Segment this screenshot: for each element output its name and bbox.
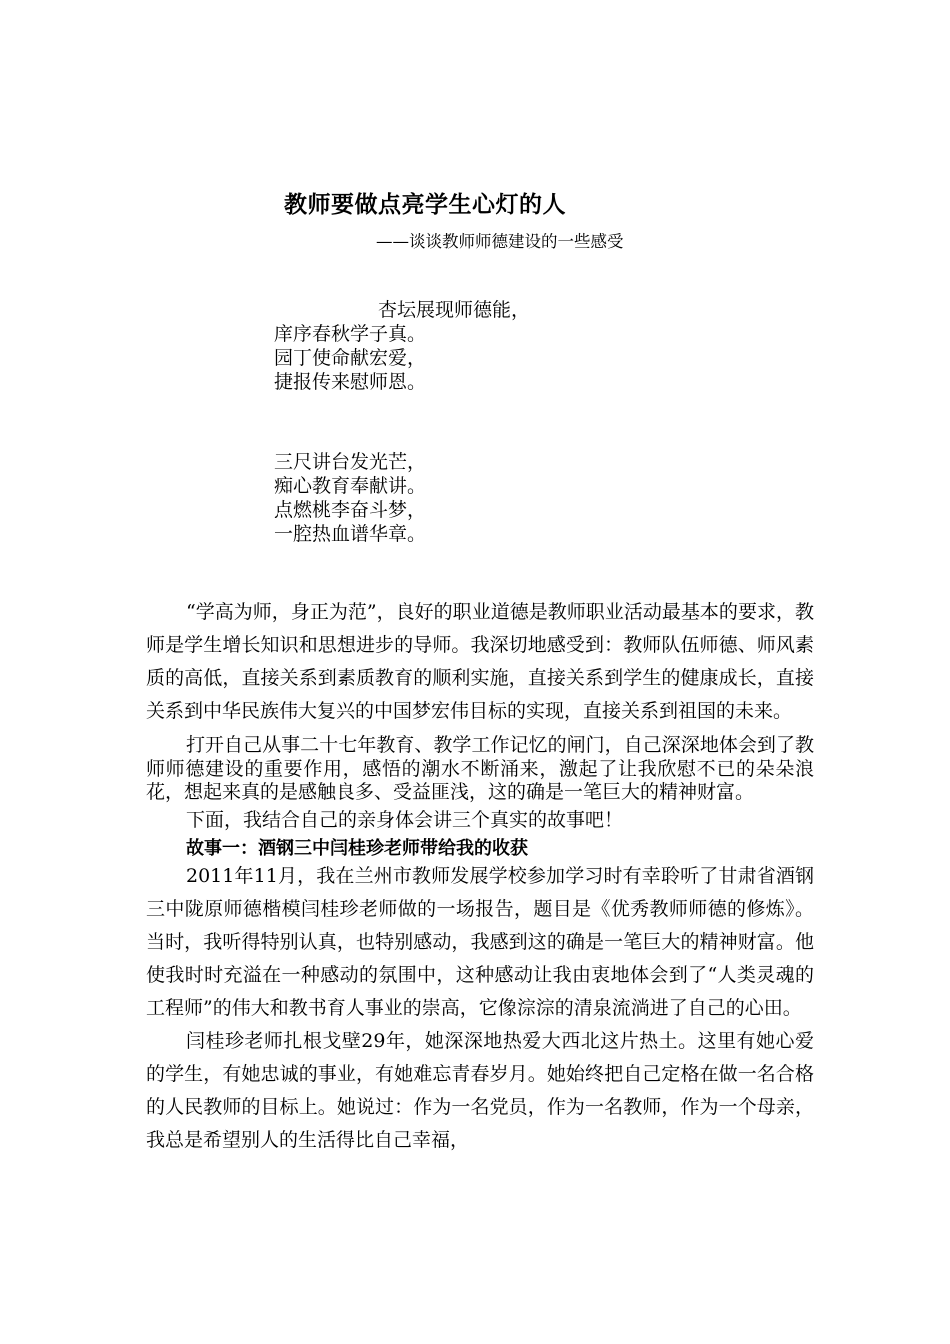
- poem-line: 点燃桃李奋斗梦，: [274, 499, 427, 521]
- paragraph: “学高为师，身正为范”，良好的职业道德是教师职业活动最基本的要求，教师是学生增长知识和思想进步的导师。我深切地感受到：教师队伍师德、师风素质的高低，直接关系到素质教育的顺利实施，直接关系到学生的健康成长，直接关系到中华民族伟大复兴的中国梦宏伟目标的实现，直接关系到祖国的未来。: [146, 601, 814, 722]
- document-subtitle: ——谈谈教师师德建设的一些感受: [376, 232, 624, 251]
- poem-line: 庠序春秋学子真。: [274, 323, 427, 345]
- document-title: 教师要做点亮学生心灯的人: [284, 192, 566, 218]
- section-heading: 故事一：酒钢三中闫桂珍老师带给我的收获: [186, 837, 528, 859]
- poem-line: 杏坛展现师德能，: [378, 299, 531, 321]
- paragraph: 下面，我结合自己的亲身体会讲三个真实的故事吧！: [186, 808, 624, 831]
- poem-line: 园丁使命献宏爱，: [274, 347, 427, 369]
- poem-line: 三尺讲台发光芒，: [274, 451, 427, 473]
- paragraph: 2011年11月，我在兰州市教师发展学校参加学习时有幸聆听了甘肃省酒钢三中陇原师德楷模闫桂珍老师做的一场报告，题目是《优秀教师师德的修炼》。当时，我听得特别认真，也特别感动，我感到这的确是一笔巨大的精神财富。他使我时时充溢在一种感动的氛围中，这种感动让我由衷地体会到了“人类灵魂的工程师”的伟大和教书育人事业的崇高，它像淙淙的清泉流淌进了自己的心田。: [146, 864, 814, 1019]
- poem-stanza-2: [274, 450, 426, 546]
- poem-line: 痴心教育奉献讲。: [274, 475, 427, 497]
- paragraph: 打开自己从事二十七年教育、教学工作记忆的闸门，自己深深地体会到了教师师德建设的重要作用，感悟的潮水不断涌来，激起了让我欣慰不已的朵朵浪花，想起来真的是感触良多、受益匪浅，这的确是一笔巨大的精神财富。: [146, 734, 814, 803]
- paragraph: 闫桂珍老师扎根戈壁29年，她深深地热爱大西北这片热土。这里有她心爱的学生，有她忠诚的事业，有她难忘青春岁月。她始终把自己定格在做一名合格的人民教师的目标上。她说过：作为一名党员，作为一名教师，作为一个母亲，我总是希望别人的生活得比自己幸福，: [146, 1029, 814, 1151]
- body-text: [146, 596, 814, 1157]
- poem-line: 捷报传来慰师恩。: [274, 371, 427, 393]
- poem-line: 一腔热血谱华章。: [274, 523, 427, 545]
- poem-stanza-1: [274, 298, 530, 394]
